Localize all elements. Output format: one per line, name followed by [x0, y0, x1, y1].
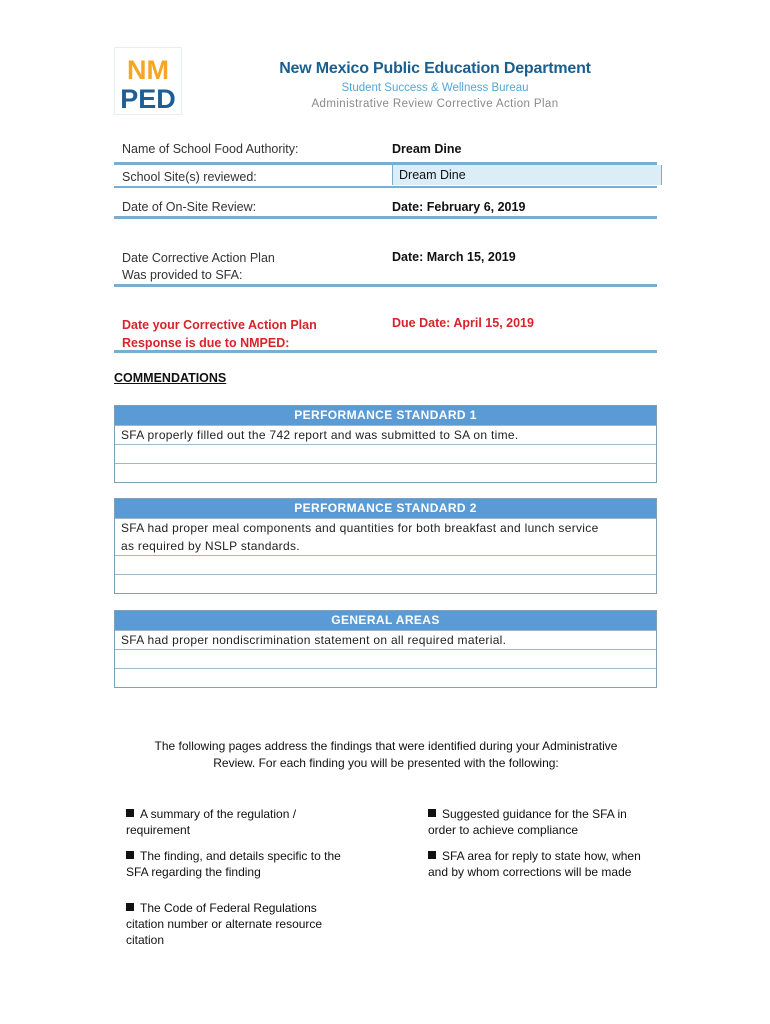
page-title: New Mexico Public Education Department: [279, 60, 591, 77]
bullet-text: citation: [126, 933, 165, 947]
divider: [114, 284, 657, 287]
table-row: [115, 444, 656, 463]
bullet-text: SFA regarding the finding: [126, 865, 261, 879]
cap-value: Date: March 15, 2019: [392, 250, 516, 264]
intro-line1: The following pages address the findings that were identified during your Administrative: [154, 739, 618, 753]
table-row: SFA had proper nondiscrimination statement on all required material.: [115, 630, 656, 649]
square-bullet-icon: [126, 903, 134, 911]
bullet-text: requirement: [126, 823, 191, 837]
divider: [114, 186, 657, 188]
bullet-guidance: [428, 806, 668, 838]
commendations-heading: COMMENDATIONS: [114, 371, 227, 385]
bullet-text: citation number or alternate resource: [126, 917, 323, 931]
divider: [114, 216, 657, 219]
nmped-logo-graphic: [115, 48, 181, 114]
bullet-text: The Code of Federal Regulations: [140, 901, 317, 915]
due-label: [122, 316, 317, 352]
bureau-subtitle: Student Success & Wellness Bureau: [341, 82, 529, 94]
bullet-text: Suggested guidance for the SFA in: [442, 807, 627, 821]
table-row: SFA had proper meal components and quantities for both breakfast and lunch service: [115, 518, 656, 537]
general-areas-table: [114, 610, 657, 688]
table-row: [115, 463, 656, 482]
bullet-reply: [428, 848, 668, 880]
logo-text-top: NM: [127, 55, 169, 85]
square-bullet-icon: [428, 851, 436, 859]
square-bullet-icon: [428, 809, 436, 817]
cap-label-line1: Date Corrective Action Plan: [122, 251, 275, 265]
square-bullet-icon: [126, 851, 134, 859]
table-header: PERFORMANCE STANDARD 1: [115, 406, 656, 425]
performance-standard-2-table: [114, 498, 657, 594]
due-label-line2: Response is due to NMPED:: [122, 336, 290, 350]
onsite-label: Date of On-Site Review:: [122, 200, 257, 214]
bullet-text: SFA area for reply to state how, when: [442, 849, 641, 863]
table-row: SFA properly filled out the 742 report and was submitted to SA on time.: [115, 425, 656, 444]
intro-line2: Review. For each finding you will be presented with the following:: [213, 756, 559, 770]
divider: [114, 350, 657, 353]
intro-paragraph: [130, 738, 642, 772]
table-row: as required by NSLP standards.: [121, 539, 300, 553]
bullet-text: A summary of the regulation /: [140, 807, 297, 821]
table-header: GENERAL AREAS: [115, 611, 656, 630]
bullet-text: The finding, and details specific to the: [140, 849, 341, 863]
sfa-label: Name of School Food Authority:: [122, 142, 299, 156]
nmped-logo: [114, 47, 182, 115]
square-bullet-icon: [126, 809, 134, 817]
bullet-finding: [126, 848, 366, 880]
table-header: PERFORMANCE STANDARD 2: [115, 499, 656, 518]
table-row: [115, 574, 656, 593]
due-value: Due Date: April 15, 2019: [392, 316, 534, 330]
table-row: [115, 555, 656, 574]
sites-value-field: Dream Dine: [392, 165, 662, 185]
bullet-summary: [126, 806, 366, 838]
due-label-line1: Date your Corrective Action Plan: [122, 318, 317, 332]
bullet-text: order to achieve compliance: [428, 823, 579, 837]
bullet-text: and by whom corrections will be made: [428, 865, 632, 879]
table-row: [115, 668, 656, 687]
logo-text-bottom: PED: [120, 84, 176, 114]
performance-standard-1-table: [114, 405, 657, 483]
table-row: [115, 649, 656, 668]
sites-label: School Site(s) reviewed:: [122, 170, 257, 184]
sfa-value: Dream Dine: [392, 142, 462, 156]
bullet-cfr: [126, 900, 366, 948]
cap-label: [122, 250, 275, 284]
cap-label-line2: Was provided to SFA:: [122, 268, 243, 282]
onsite-value: Date: February 6, 2019: [392, 200, 526, 214]
plan-subtitle: Administrative Review Corrective Action Plan: [311, 98, 559, 110]
